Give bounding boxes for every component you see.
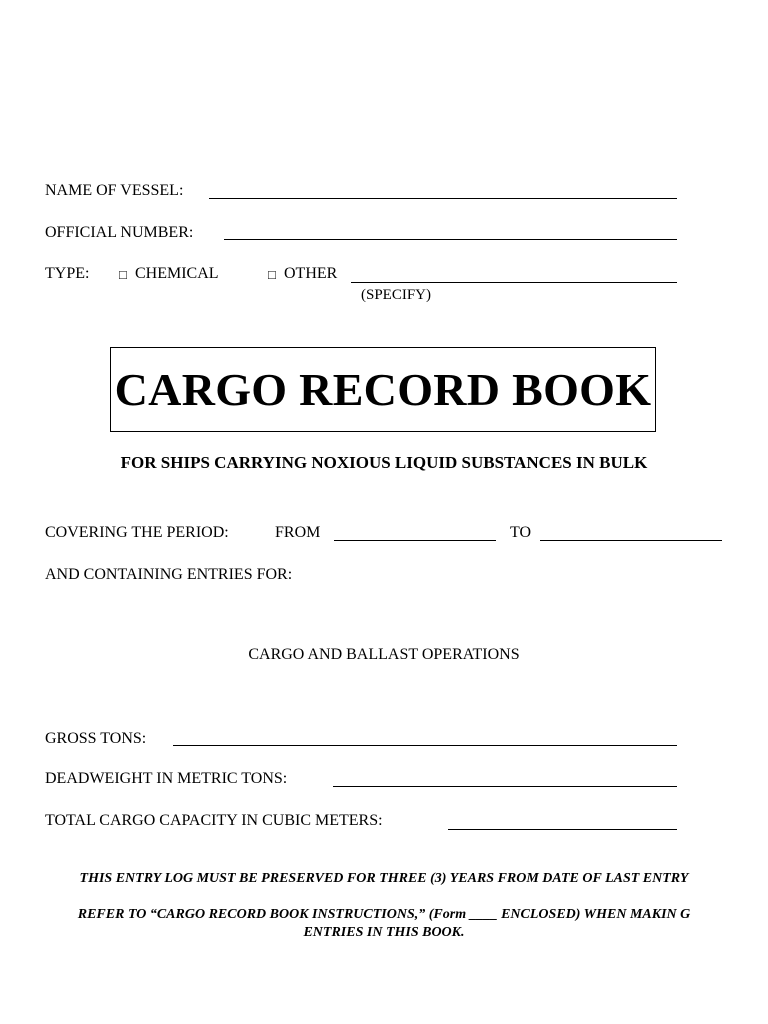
chemical-option-label: CHEMICAL xyxy=(135,265,219,282)
chemical-checkbox[interactable]: □ xyxy=(119,267,127,282)
period-to-field[interactable] xyxy=(540,540,722,541)
deadweight-field[interactable] xyxy=(333,786,677,787)
refer-note-line2: ENTRIES IN THIS BOOK. xyxy=(303,925,465,940)
vessel-name-field[interactable] xyxy=(209,198,677,199)
entries-label: AND CONTAINING ENTRIES FOR: xyxy=(45,566,293,583)
vessel-name-label: NAME OF VESSEL: xyxy=(45,182,184,199)
type-label: TYPE: xyxy=(45,265,90,282)
other-checkbox[interactable]: □ xyxy=(268,267,276,282)
title-box xyxy=(110,347,656,432)
capacity-label: TOTAL CARGO CAPACITY IN CUBIC METERS: xyxy=(45,812,383,829)
official-number-label: OFFICIAL NUMBER: xyxy=(45,224,194,241)
specify-label: (SPECIFY) xyxy=(361,287,432,303)
other-option-label: OTHER xyxy=(284,265,338,282)
gross-tons-field[interactable] xyxy=(173,745,677,746)
gross-tons-label: GROSS TONS: xyxy=(45,730,147,747)
period-to-label: TO xyxy=(510,524,532,541)
official-number-field[interactable] xyxy=(224,239,677,240)
operations-label: CARGO AND BALLAST OPERATIONS xyxy=(248,646,520,663)
refer-note-line1: REFER TO “CARGO RECORD BOOK INSTRUCTIONS,” (Form ____ ENCLOSED) WHEN MAKIN G xyxy=(77,907,691,922)
other-specify-field[interactable] xyxy=(351,282,677,283)
preserve-note: THIS ENTRY LOG MUST BE PRESERVED FOR THREE (3) YEARS FROM DATE OF LAST ENTRY xyxy=(79,871,689,886)
subtitle: FOR SHIPS CARRYING NOXIOUS LIQUID SUBSTANCES IN BULK xyxy=(120,453,648,472)
period-from-field[interactable] xyxy=(334,540,496,541)
period-from-label: FROM xyxy=(275,524,321,541)
period-label: COVERING THE PERIOD: xyxy=(45,524,229,541)
page-title: CARGO RECORD BOOK xyxy=(114,364,652,415)
deadweight-label: DEADWEIGHT IN METRIC TONS: xyxy=(45,770,288,787)
capacity-field[interactable] xyxy=(448,829,677,830)
